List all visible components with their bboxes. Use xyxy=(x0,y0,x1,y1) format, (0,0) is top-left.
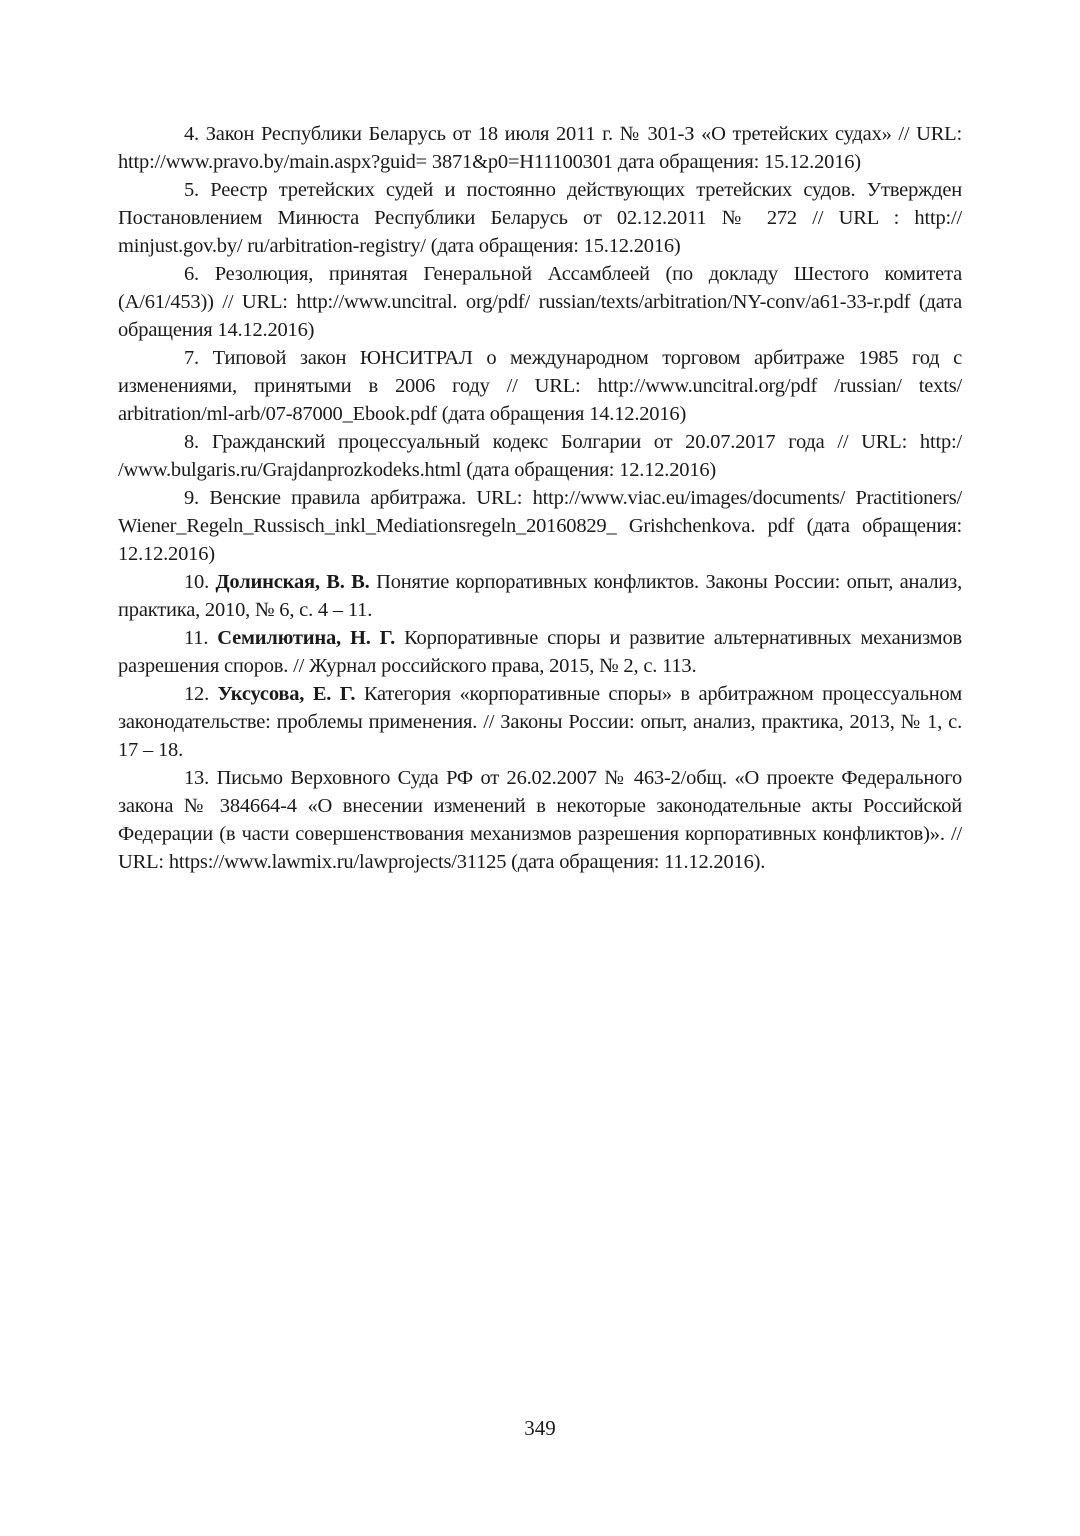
reference-item-8 xyxy=(118,428,962,484)
reference-number: 12. xyxy=(184,683,210,705)
reference-text: Понятие корпоративных конфликтов. Законы России: опыт, анализ, практика, 2010, № 6, с. 4 – 11. xyxy=(118,571,963,621)
reference-text: Письмо Верховного Суда РФ от 26.02.2007 № 463-2/общ. «О проекте Федерального закона № 384664-4 «О внесении изменений в некоторые законодательные акты Российской Федерации (в части совершенствования механизмов разрешения корпоративных конфликтов)». // URL: https://www.lawmix.ru/lawprojects/31125 (дата обращения: 11.12.2016). xyxy=(118,767,962,873)
reference-number: 4. xyxy=(184,123,199,145)
reference-item-11 xyxy=(118,624,962,680)
reference-text: Реестр третейских судей и постоянно действующих третейских судов. Утвержден Постановлением Минюста Республики Беларусь от 02.12.2011 № 272 // URL : http:// minjust.gov.by/ ru/arbitration-registry/ (дата обращения: 15.12.2016) xyxy=(118,179,962,257)
reference-text: Типовой закон ЮНСИТРАЛ о международном торговом арбитраже 1985 год с изменениями, принятыми в 2006 году // URL: http://www.uncitral.org/pdf /russian/ texts/ arbitration/ml-arb/07-87000_Ebook.pdf (дата обращения 14.12.2016) xyxy=(118,347,962,425)
reference-item-6 xyxy=(118,260,962,344)
reference-text: Венские правила арбитража. URL: http://www.viac.eu/images/documents/ Practitioners/ Wiener_Regeln_Russisch_inkl_Mediationsregeln_20160829_ Grishchenkova. pdf (дата обращения: 12.12.2016) xyxy=(118,487,962,565)
reference-text: Закон Республики Беларусь от 18 июля 2011 г. № 301-З «О третейских судах» // URL: http://www.pravo.by/main.aspx?guid= 3871&p0=H11100301 дата обращения: 15.12.2016) xyxy=(118,123,962,173)
reference-item-9 xyxy=(118,484,962,568)
page-number: 349 xyxy=(524,1416,556,1440)
reference-text: Корпоративные споры и развитие альтернативных механизмов разрешения споров. // Журнал российского права, 2015, № 2, с. 113. xyxy=(118,627,962,677)
reference-item-13 xyxy=(118,764,962,876)
reference-number: 10. xyxy=(184,571,210,593)
reference-item-7 xyxy=(118,344,962,428)
reference-list xyxy=(118,120,962,876)
reference-number: 5. xyxy=(184,179,199,201)
reference-number: 7. xyxy=(184,347,199,369)
reference-item-10 xyxy=(118,568,962,624)
reference-text: Категория «корпоративные споры» в арбитражном процессуальном законодательстве: проблемы применения. // Законы России: опыт, анализ, практика, 2013, № 1, с. 17 – 18. xyxy=(118,683,962,761)
reference-item-12 xyxy=(118,680,962,764)
reference-author: Долинская, В. В. xyxy=(215,571,370,593)
reference-number: 8. xyxy=(184,431,199,453)
reference-author: Семилютина, Н. Г. xyxy=(217,627,396,649)
reference-item-5 xyxy=(118,176,962,260)
reference-text: Резолюция, принятая Генеральной Ассамблеей (по докладу Шестого комитета (A/61/453)) // URL: http://www.uncitral. org/pdf/ russian/texts/arbitration/NY-conv/a61-33-r.pdf (дата обращения 14.12.2016) xyxy=(118,263,962,341)
reference-text: Гражданский процессуальный кодекс Болгарии от 20.07.2017 года // URL: http:/ /www.bulgaris.ru/Grajdanprozkodeks.html (дата обращения: 12.12.2016) xyxy=(118,431,962,481)
reference-number: 13. xyxy=(184,767,210,789)
reference-item-4 xyxy=(118,120,962,176)
reference-number: 9. xyxy=(184,487,199,509)
reference-number: 11. xyxy=(184,627,209,649)
reference-author: Уксусова, Е. Г. xyxy=(217,683,356,705)
reference-number: 6. xyxy=(184,263,199,285)
